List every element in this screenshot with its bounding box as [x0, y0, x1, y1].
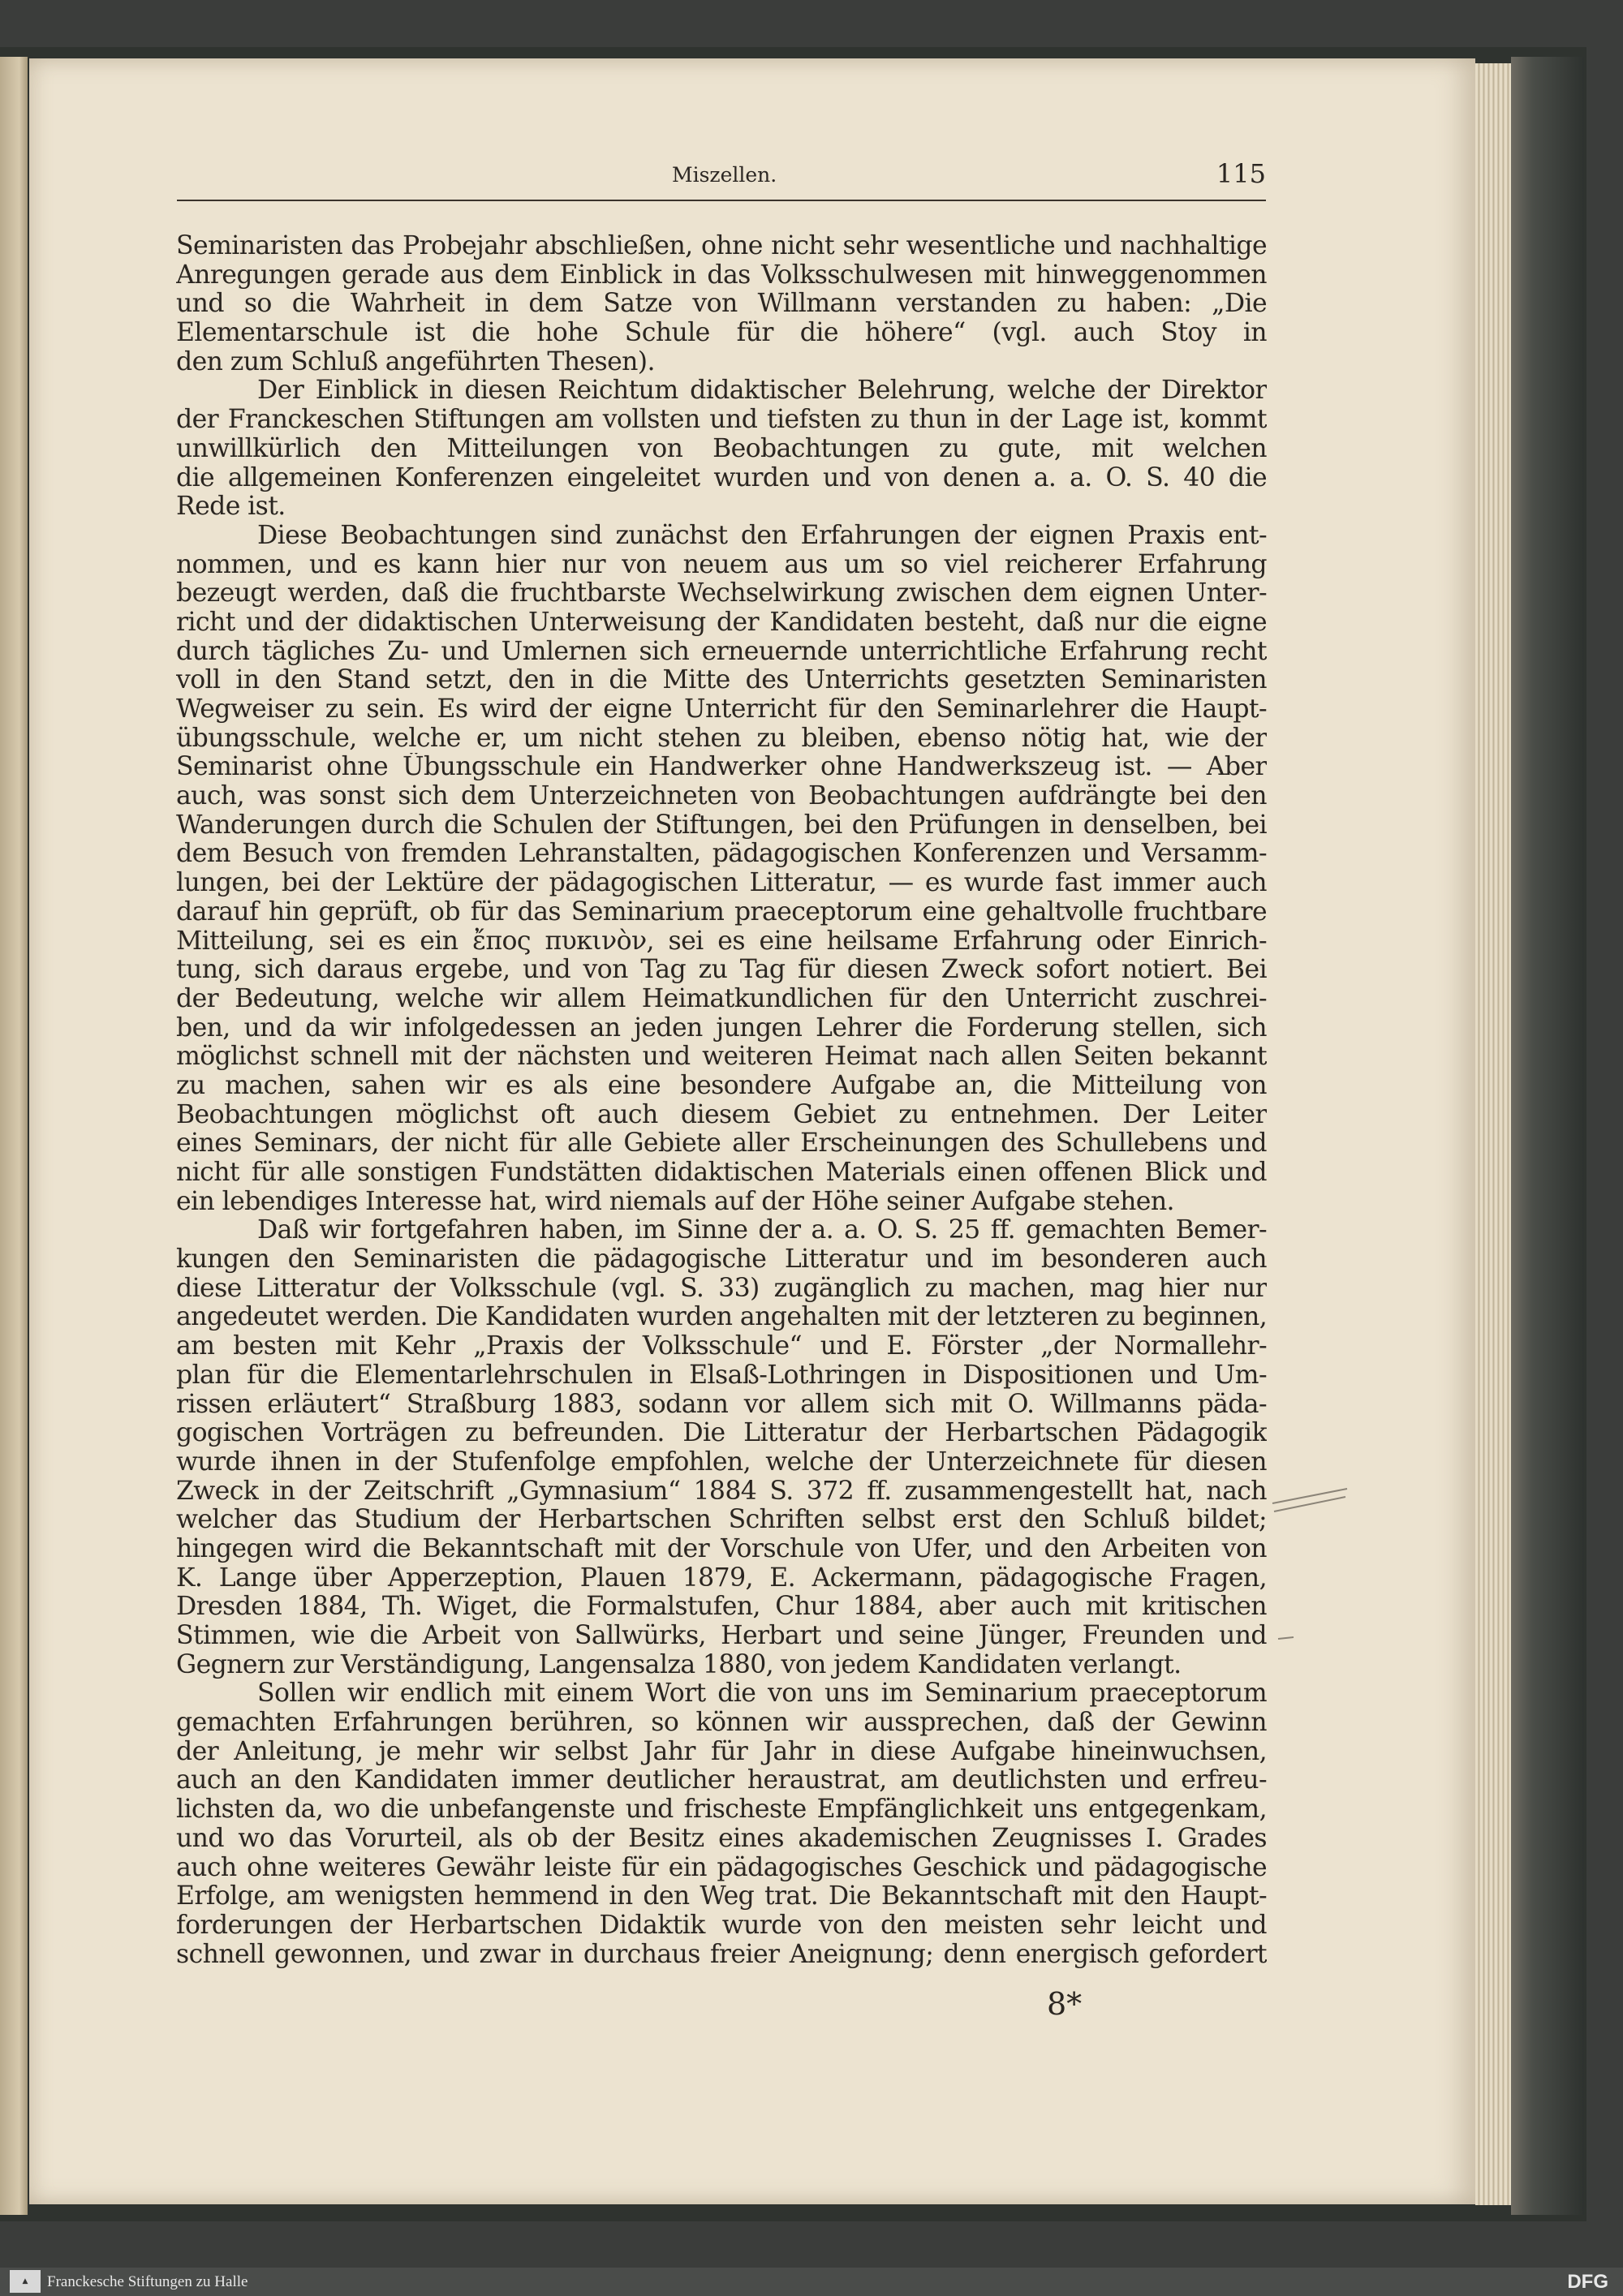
text-line: zu machen, sahen wir es als eine besondere Aufgabe an, die Mitteilung von	[176, 1071, 1267, 1100]
text-line: forderungen der Herbartschen Didaktik wurde von den meisten sehr leicht und	[176, 1911, 1267, 1940]
page-number: 115	[1216, 158, 1266, 189]
text-line: Zweck in der Zeitschrift „Gymnasium“ 1884 S. 372 ff. zusammengestellt hat, nach	[176, 1477, 1267, 1506]
text-line: und so die Wahrheit in dem Satze von Willmann verstanden zu haben: „Die	[176, 290, 1267, 319]
text-line: möglichst schnell mit der nächsten und weiteren Heimat nach allen Seiten bekannt	[176, 1043, 1267, 1072]
viewer-footer	[0, 2268, 1623, 2296]
text-line: schnell gewonnen, und zwar in durchaus freier Aneignung; denn energisch gefordert	[176, 1940, 1267, 1969]
text-line: kungen den Seminaristen die pädagogische Litteratur und im besonderen auch	[176, 1245, 1267, 1275]
text-line: bezeugt werden, daß die fruchtbarste Wechselwirkung zwischen dem eignen Unter-	[176, 579, 1267, 608]
text-line: Diese Beobachtungen sind zunächst den Erfahrungen der eignen Praxis ent-	[257, 521, 1267, 550]
text-line: Wanderungen durch die Schulen der Stiftungen, bei den Prüfungen in denselben, bei	[176, 810, 1267, 840]
text-line: wurde ihnen in der Stufenfolge empfohlen, welche der Unterzeichnete für diesen	[176, 1447, 1267, 1477]
text-line: dem Besuch von fremden Lehranstalten, pädagogischen Konferenzen und Versamm-	[176, 840, 1267, 869]
text-line: durch tägliches Zu- und Umlernen sich erneuernde unterrichtliche Erfahrung recht	[176, 637, 1267, 666]
text-line: gemachten Erfahrungen berühren, so können wir aussprechen, daß der Gewinn	[176, 1709, 1267, 1738]
article-body	[176, 232, 1267, 1969]
text-line: angedeutet werden. Die Kandidaten wurden angehalten mit der letzteren zu beginnen,	[176, 1303, 1267, 1332]
text-line: rissen erläutert“ Straßburg 1883, sodann vor allem sich mit O. Willmanns päda-	[176, 1390, 1267, 1419]
text-line: lichsten da, wo die unbefangenste und frischeste Empfänglichkeit uns entgegenkam,	[176, 1795, 1267, 1825]
text-line: Elementarschule ist die hohe Schule für die höhere“ (vgl. auch Stoy in	[176, 319, 1267, 348]
text-line: Stimmen, wie die Arbeit von Sallwürks, Herbart und seine Jünger, Freunden und	[176, 1622, 1267, 1650]
text-line: Mitteilung, sei es ein ἔπος πυκινὸν, sei es eine heilsame Erfahrung oder Einrich-	[176, 927, 1267, 956]
institution-logo-icon: ▲	[10, 2270, 41, 2293]
text-line: voll in den Stand setzt, den in die Mitte des Unterrichts gesetzten Seminaristen	[176, 666, 1267, 695]
text-line: ein lebendiges Interesse hat, wird niemals auf der Höhe seiner Aufgabe stehen.	[176, 1187, 1174, 1216]
text-line: Gegnern zur Verständigung, Langensalza 1880, von jedem Kandidaten verlangt.	[176, 1650, 1182, 1679]
text-line: nommen, und es kann hier nur von neuem aus um so viel reicherer Erfahrung	[176, 550, 1267, 579]
dfg-logo: DFG	[1567, 2271, 1608, 2293]
page-stack-edges	[1475, 63, 1511, 2205]
text-line: Seminarist ohne Übungsschule ein Handwerker ohne Handwerkszeug ist. — Aber	[176, 753, 1267, 782]
institution-label: Franckesche Stiftungen zu Halle	[47, 2273, 248, 2290]
text-line: übungsschule, welche er, um nicht stehen zu bleiben, ebenso nötig hat, wie der	[176, 724, 1267, 753]
running-header	[177, 158, 1266, 192]
text-line: der Anleitung, je mehr wir selbst Jahr für Jahr in diese Aufgabe hineinwuchsen,	[176, 1737, 1267, 1766]
text-line: Der Einblick in diesen Reichtum didaktischer Belehrung, welche der Direktor	[257, 376, 1267, 406]
text-line: auch, was sonst sich dem Unterzeichneten von Beobachtungen aufdrängte bei den	[176, 782, 1267, 811]
text-line: unwillkürlich den Mitteilungen von Beobachtungen zu gute, mit welchen	[176, 434, 1267, 463]
text-line: Rede ist.	[176, 492, 286, 522]
header-title: Miszellen.	[672, 163, 777, 187]
text-line: Beobachtungen möglichst oft auch diesem Gebiet zu entnehmen. Der Leiter	[176, 1100, 1267, 1129]
text-line: gogischen Vorträgen zu befreunden. Die Litteratur der Herbartschen Pädagogik	[176, 1419, 1267, 1448]
text-line: hingegen wird die Bekanntschaft mit der Vorschule von Ufer, und den Arbeiten von	[176, 1534, 1267, 1563]
text-line: auch ohne weiteres Gewähr leiste für ein pädagogisches Geschick und pädagogische	[176, 1853, 1267, 1882]
text-line: Erfolge, am wenigsten hemmend in den Weg trat. Die Bekanntschaft mit den Haupt-	[176, 1882, 1267, 1911]
text-line: Sollen wir endlich mit einem Wort die von uns im Seminarium praeceptorum	[257, 1679, 1267, 1709]
text-line: am besten mit Kehr „Praxis der Volksschule“ und E. Förster „der Normallehr-	[176, 1332, 1267, 1361]
text-line: plan für die Elementarlehrschulen in Elsaß-Lothringen in Dispositionen und Um-	[176, 1361, 1267, 1390]
text-line: richt und der didaktischen Unterweisung der Kandidaten besteht, daß nur die eigne	[176, 608, 1267, 637]
text-line: der Bedeutung, welche wir allem Heimatkundlichen für den Unterricht zuschrei-	[176, 984, 1267, 1013]
text-line: Wegweiser zu sein. Es wird der eigne Unterricht für den Seminarlehrer die Haupt-	[176, 695, 1267, 724]
text-line: Daß wir fortgefahren haben, im Sinne der a. a. O. S. 25 ff. gemachten Bemer-	[257, 1216, 1267, 1245]
text-line: auch an den Kandidaten immer deutlicher heraustrat, am deutlichsten und erfreu-	[176, 1766, 1267, 1795]
book-cover-right	[1511, 57, 1584, 2215]
text-line: die allgemeinen Konferenzen eingeleitet wurden und von denen a. a. O. S. 40 die	[176, 463, 1267, 492]
pencil-annotation-marks	[1266, 1473, 1355, 1716]
text-line: welcher das Studium der Herbartschen Schriften selbst erst den Schluß bildet;	[176, 1506, 1267, 1535]
text-line: ben, und da wir infolgedessen an jeden jungen Lehrer die Forderung stellen, sich	[176, 1013, 1267, 1043]
text-line: lungen, bei der Lektüre der pädagogischen Litteratur, — es wurde fast immer auch	[176, 869, 1267, 898]
signature-mark: 8*	[1047, 1986, 1083, 2022]
facing-page-edge	[0, 57, 28, 2215]
text-line: K. Lange über Apperzeption, Plauen 1879, E. Ackermann, pädagogische Fragen,	[176, 1563, 1267, 1593]
text-line: Seminaristen das Probejahr abschließen, ohne nicht sehr wesentliche und nachhaltige	[176, 232, 1267, 260]
text-line: Dresden 1884, Th. Wiget, die Formalstufen, Chur 1884, aber auch mit kritischen	[176, 1593, 1267, 1622]
text-line: diese Litteratur der Volksschule (vgl. S. 33) zugänglich zu machen, mag hier nur	[176, 1274, 1267, 1303]
text-line: den zum Schluß angeführten Thesen).	[176, 347, 655, 376]
text-line: nicht für alle sonstigen Fundstätten didaktischen Materials einen offenen Blick und	[176, 1159, 1267, 1187]
text-line: tung, sich daraus ergebe, und von Tag zu Tag für diesen Zweck sofort notiert. Bei	[176, 956, 1267, 985]
text-line: Anregungen gerade aus dem Einblick in das Volksschulwesen mit hinweggenommen	[176, 260, 1267, 290]
text-line: darauf hin geprüft, ob für das Seminarium praeceptorum eine gehaltvolle fruchtbare	[176, 897, 1267, 927]
text-line: eines Seminars, der nicht für alle Gebiete aller Erscheinungen des Schullebens und	[176, 1129, 1267, 1159]
text-line: der Franckeschen Stiftungen am vollsten und tiefsten zu thun in der Lage ist, kommt	[176, 406, 1267, 435]
header-rule	[177, 200, 1266, 201]
text-line: und wo das Vorurteil, als ob der Besitz eines akademischen Zeugnisses I. Grades	[176, 1824, 1267, 1853]
